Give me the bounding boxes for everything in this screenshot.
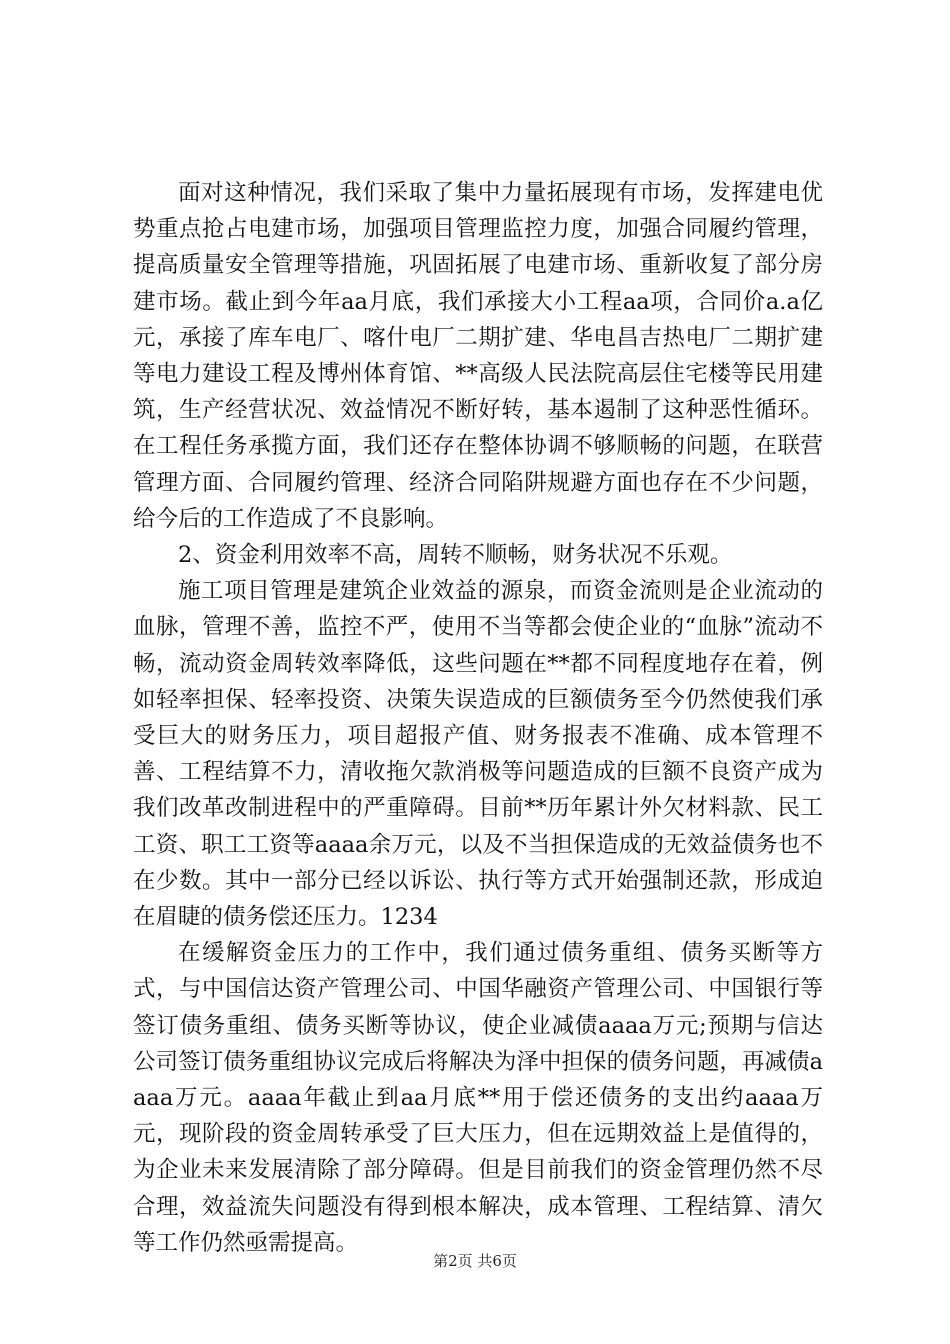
paragraph-market-expansion: 面对这种情况，我们采取了集中力量拓展现有市场，发挥建电优势重点抢占电建市场，加强项目管理监控力度，加强合同履约管理，提高质量安全管理等措施，巩固拓展了电建市场、重新收复了部分房建市场。截止到今年aa月底，我们承接大小工程aa项，合同价a.a亿元，承接了库车电厂、喀什电厂二期扩建、华电昌吉热电厂二期扩建等电力建设工程及博州体育馆、**高级人民法院高层住宅楼等民用建筑，生产经营状况、效益情况不断好转，基本遏制了这种恶性循环。在工程任务承揽方面，我们还存在整体协调不够顺畅的问题，在联营管理方面、合同履约管理、经济合同陷阱规避方面也存在不少问题，给今后的工作造成了不良影响。 xyxy=(133,180,823,532)
page-number-footer: 第2页 共6页 xyxy=(433,1252,517,1270)
document-body xyxy=(133,175,823,1261)
paragraph-capital-flow: 施工项目管理是建筑企业效益的源泉，而资金流则是企业流动的血脉，管理不善，监控不严，使用不当等都会使企业的“血脉”流动不畅，流动资金周转效率降低，这些问题在**都不同程度地存在着，例如轻率担保、轻率投资、决策失误造成的巨额债务至今仍然使我们承受巨大的财务压力，项目超报产值、财务报表不准确、成本管理不善、工程结算不力，清收拖欠款消极等问题造成的巨额不良资产成为我们改革改制进程中的严重障碍。目前**历年累计外欠材料款、民工工资、职工工资等aaaa余万元，以及不当担保造成的无效益债务也不在少数。其中一部分已经以诉讼、执行等方式开始强制还款，形成迫在眉睫的债务偿还压力。1234 xyxy=(133,578,823,931)
paragraph-heading-capital-efficiency: 2、资金利用效率不高，周转不顺畅，财务状况不乐观。 xyxy=(178,542,733,569)
paragraph-debt-restructuring: 在缓解资金压力的工作中，我们通过债务重组、债务买断等方式，与中国信达资产管理公司、中国华融资产管理公司、中国银行等签订债务重组、债务买断等协议，使企业减债aaaa万元;预期与信达公司签订债务重组协议完成后将解决为泽中担保的债务问题，再减债aaaa万元。aaaa年截止到aa月底**用于偿还债务的支出约aaaa万元，现阶段的资金周转承受了巨大压力，但在远期效益上是值得的，为企业未来发展清除了部分障碍。但是目前我们的资金管理仍然不尽合理，效益流失问题没有得到根本解决，成本管理、工程结算、清欠等工作仍然亟需提高。 xyxy=(133,940,823,1256)
